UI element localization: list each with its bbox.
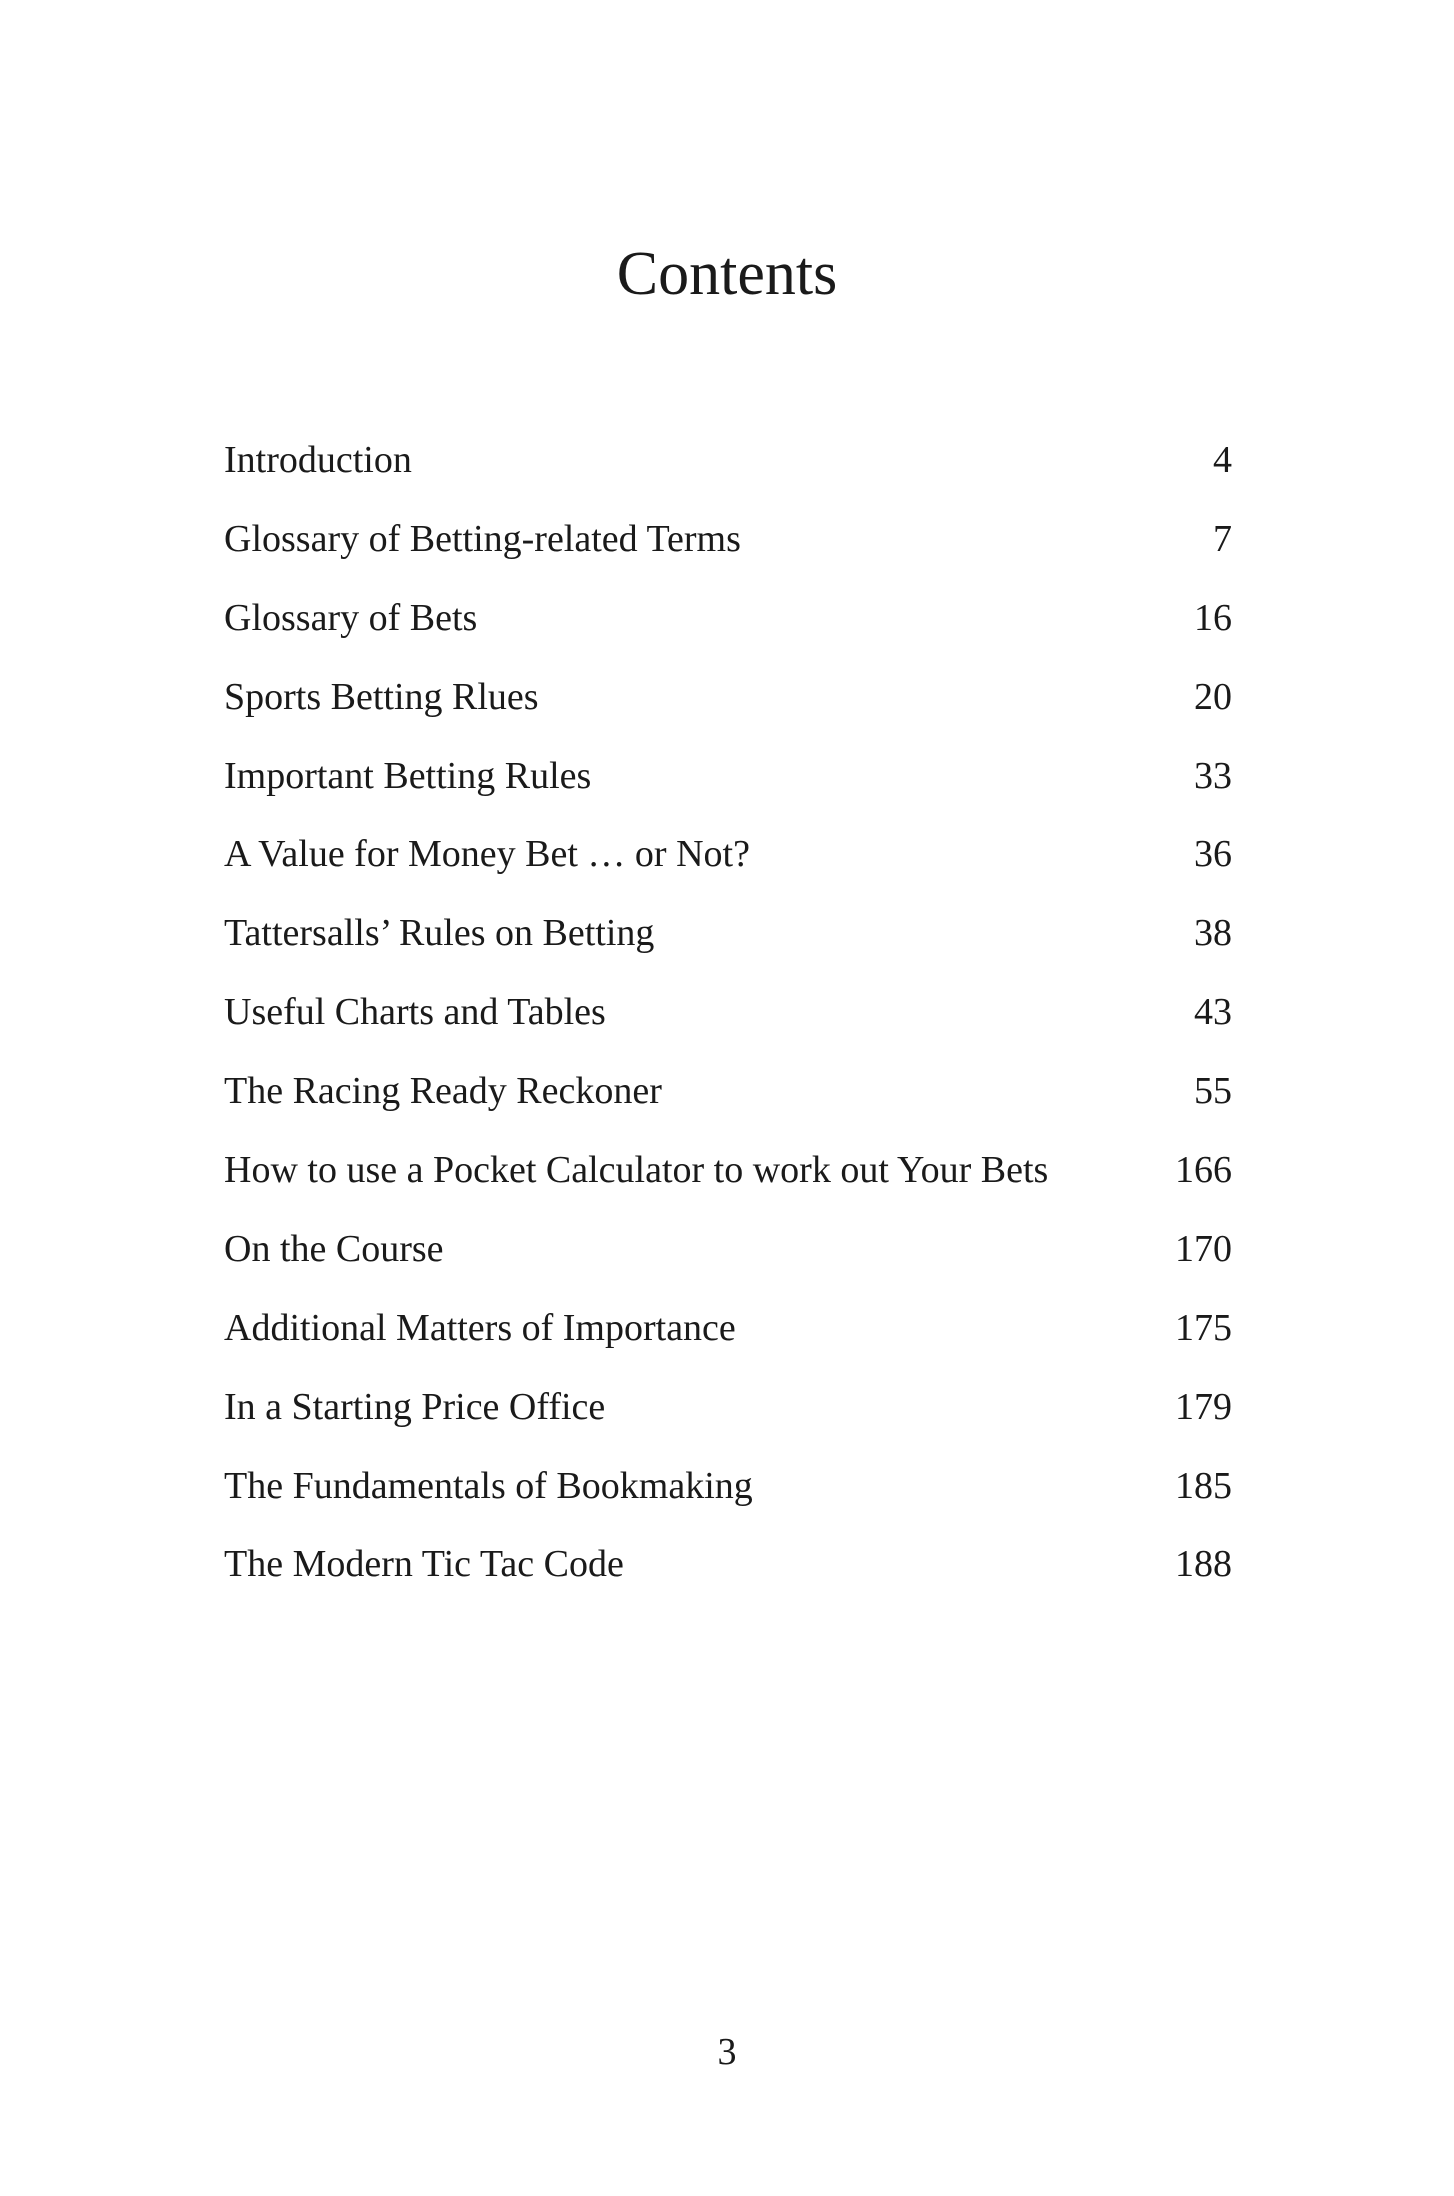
toc-entry-label: How to use a Pocket Calculator to work out Your Bets [224,1149,1049,1192]
toc-entry-page: 16 [1194,596,1232,639]
toc-entry-ready-reckoner [224,1061,1232,1140]
toc-entry-label: The Modern Tic Tac Code [224,1543,624,1586]
toc-entry-on-the-course [224,1219,1232,1298]
toc-entry-label: Important Betting Rules [224,754,592,797]
toc-entry-additional-matters [224,1298,1232,1377]
toc-entry-tic-tac-code [224,1534,1232,1613]
toc-entry-glossary-bets [224,588,1232,667]
toc-entry-page: 20 [1194,675,1232,718]
toc-entry-label: Sports Betting Rlues [224,675,539,718]
toc-entry-fundamentals-bookmaking [224,1456,1232,1535]
toc-entry-page: 33 [1194,754,1232,797]
toc-entry-label: Glossary of Betting-related Terms [224,517,741,560]
toc-entry-glossary-terms [224,509,1232,588]
toc-entry-label: On the Course [224,1227,444,1270]
toc-entry-pocket-calculator [224,1140,1232,1219]
toc-entry-page: 36 [1194,833,1232,876]
toc-entry-page: 38 [1194,912,1232,955]
toc-entry-page: 4 [1213,439,1232,481]
toc-entry-tattersalls-rules [224,903,1232,982]
toc-entry-page: 185 [1175,1464,1232,1507]
toc-entry-label: Glossary of Bets [224,596,478,639]
toc-entry-label: Useful Charts and Tables [224,991,606,1034]
toc-entry-page: 166 [1175,1149,1232,1192]
toc-entry-label: A Value for Money Bet … or Not? [224,833,750,876]
toc-entry-label: Introduction [224,439,412,481]
toc-entry-label: The Racing Ready Reckoner [224,1070,662,1113]
page-number: 3 [717,2031,737,2073]
toc-entry-label: In a Starting Price Office [224,1385,606,1428]
table-of-contents [224,430,1232,1613]
toc-entry-page: 170 [1175,1227,1232,1270]
toc-entry-charts-tables [224,982,1232,1061]
toc-entry-page: 55 [1194,1070,1232,1113]
toc-entry-label: Additional Matters of Importance [224,1306,736,1349]
toc-entry-page: 179 [1175,1385,1232,1428]
toc-entry-label: Tattersalls’ Rules on Betting [224,912,655,955]
toc-entry-starting-price-office [224,1377,1232,1456]
toc-entry-page: 188 [1175,1543,1232,1586]
page-title: Contents [616,240,838,308]
toc-entry-label: The Fundamentals of Bookmaking [224,1464,753,1507]
toc-entry-sports-betting-rules [224,667,1232,746]
toc-entry-value-for-money [224,824,1232,903]
toc-entry-page: 7 [1213,517,1232,560]
toc-entry-important-betting-rules [224,746,1232,825]
toc-entry-page: 175 [1175,1306,1232,1349]
toc-entry-page: 43 [1194,991,1232,1034]
toc-entry-introduction [224,430,1232,509]
